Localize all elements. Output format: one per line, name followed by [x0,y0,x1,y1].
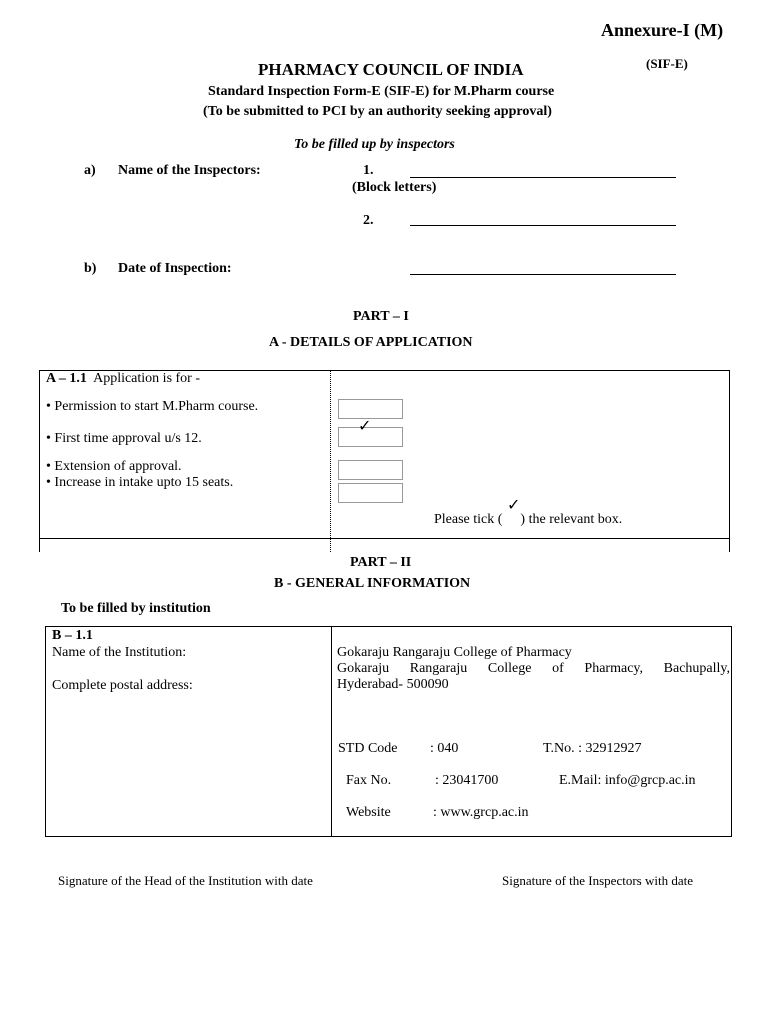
tick-note-check-icon: ✓ [507,497,521,514]
bullet: • [46,459,51,474]
std-code-value: : 040 [430,741,459,756]
info-table-bottom-border [45,836,731,837]
item-a-label: a) [84,163,96,178]
bullet: • [46,431,51,446]
option-extension [46,459,182,475]
application-heading [46,371,200,387]
tick-note [434,512,622,528]
a-1-1-code: A – 1.1 [46,371,87,386]
inspector-signature-label: Signature of the Inspectors with date [502,873,693,888]
email-address: E.Mail: info@grcp.ac.in [559,773,696,788]
application-for-label: Application is for - [93,371,200,386]
institution-name-label: Name of the Institution: [52,645,187,660]
tick-note-post: ) the relevant box. [520,512,623,527]
option-increase-intake [46,475,233,491]
address-line-2: Hyderabad- 500090 [337,677,449,692]
inspection-date-line[interactable] [410,274,676,275]
council-title: PHARMACY COUNCIL OF INDIA [258,60,524,79]
part-1-title: PART – I [353,309,409,324]
info-table-column-divider [331,626,332,837]
fax-value: : 23041700 [435,773,499,788]
item-b-label: b) [84,261,97,276]
option-first-time-approval-label: First time approval u/s 12. [54,431,202,446]
head-signature-label: Signature of the Head of the Institution with date [58,873,313,888]
bullet: • [46,475,51,490]
part-2-title: PART – II [350,555,412,570]
annexure-label: Annexure-I (M) [601,20,724,40]
checkbox-increase-intake[interactable] [338,483,403,503]
b-1-1-code: B – 1.1 [52,628,93,643]
checkbox-permission[interactable] [338,399,403,419]
form-code: (SIF-E) [646,56,688,71]
option-increase-intake-label: Increase in intake upto 15 seats. [54,475,234,490]
info-table-right-border [731,626,732,837]
tick-note-pre: Please tick ( [434,512,503,527]
address-line-1: Gokaraju Rangaraju College of Pharmacy, Bachupally, [337,661,730,676]
inspectors-name-label: Name of the Inspectors: [118,163,261,178]
info-table-top-border [45,626,731,627]
part-2-section-title: B - GENERAL INFORMATION [274,576,471,591]
institution-name-value: Gokaraju Rangaraju College of Pharmacy [337,645,572,660]
check-mark-icon: ✓ [358,418,372,435]
option-permission [46,399,258,415]
filled-by-inspectors-note: To be filled up by inspectors [294,137,455,152]
inspector-1-number: 1. [363,163,374,178]
website-label: Website [346,805,391,820]
info-table-left-border [45,626,46,837]
option-permission-label: Permission to start M.Pharm course. [54,399,259,414]
inspector-2-name-line[interactable] [410,225,676,226]
table-left-border [39,370,40,552]
part-1-section-title: A - DETAILS OF APPLICATION [269,335,473,350]
option-first-time-approval [46,431,202,447]
telephone-number: T.No. : 32912927 [543,741,642,756]
form-subtitle: (To be submitted to PCI by an authority seeking approval) [203,104,552,119]
std-code-label: STD Code [338,741,398,756]
website-value: : www.grcp.ac.in [433,805,529,820]
option-extension-label: Extension of approval. [54,459,182,474]
form-title: Standard Inspection Form-E (SIF-E) for M.Pharm course [208,84,555,99]
inspection-date-label: Date of Inspection: [118,261,232,276]
checkbox-extension[interactable] [338,460,403,480]
fax-label: Fax No. [346,773,392,788]
table-row-divider [39,538,729,539]
table-column-divider [330,370,331,552]
inspector-2-number: 2. [363,213,374,228]
table-right-border [729,370,730,552]
inspector-1-name-line[interactable] [410,177,676,178]
bullet: • [46,399,51,414]
postal-address-label: Complete postal address: [52,678,193,693]
filled-by-institution-note: To be filled by institution [61,601,211,616]
block-letters-note: (Block letters) [352,180,437,195]
